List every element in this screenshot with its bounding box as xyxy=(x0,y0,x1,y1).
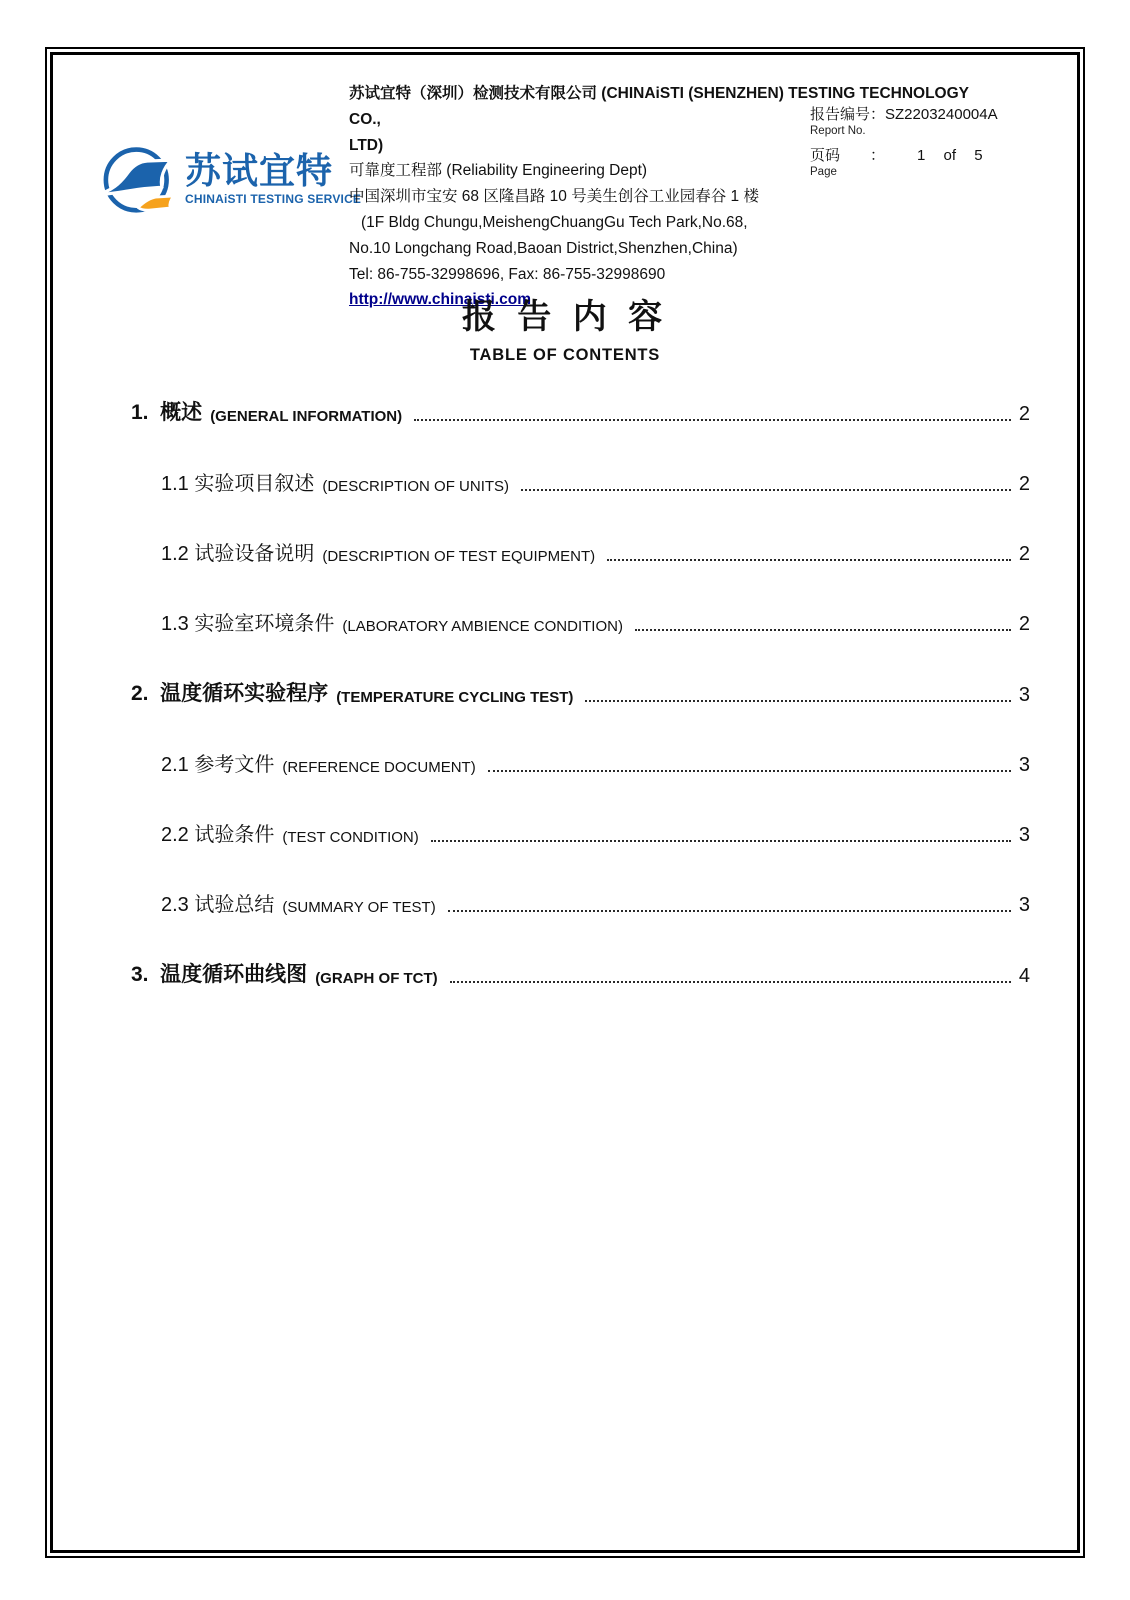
dot-leader xyxy=(521,489,1011,491)
title-en: TABLE OF CONTENTS xyxy=(469,346,661,364)
toc-item xyxy=(131,607,1030,636)
address-cn: 中国深圳市宝安 68 区隆昌路 10 号美生创谷工业园春谷 1 楼 xyxy=(349,188,759,206)
toc-item-label-cn: 3. 温度循环曲线图 xyxy=(131,963,308,986)
toc-item-page: 2 xyxy=(1018,543,1030,565)
page-value: 1 of 5 xyxy=(917,146,983,164)
company-logo xyxy=(93,139,361,219)
tel-fax-line: Tel: 86-755-32998696, Fax: 86-755-32998690 xyxy=(349,265,666,283)
report-no-label-en: Report No. xyxy=(810,125,866,137)
toc-item xyxy=(131,467,1030,496)
toc-item-page: 3 xyxy=(1018,824,1030,846)
toc-item-page: 2 xyxy=(1018,403,1030,425)
toc-item-label-en: (DESCRIPTION OF UNITS) xyxy=(322,478,510,495)
toc-item-label-en: (GRAPH OF TCT) xyxy=(315,970,438,987)
toc-item-label-en: (REFERENCE DOCUMENT) xyxy=(282,759,476,776)
logo-name-en: CHINAiSTI TESTING SERVICE xyxy=(185,192,362,206)
toc-item-label-cn: 2.2 试验条件 xyxy=(161,824,275,846)
toc-item-label-cn: 2.1 参考文件 xyxy=(161,754,275,776)
toc-item-label-en: (LABORATORY AMBIENCE CONDITION) xyxy=(342,618,623,635)
company-name-line1: 苏试宜特（深圳）检测技术有限公司 (CHINAiSTI (SHENZHEN) TESTING TECHNOLOGY CO., xyxy=(349,85,974,128)
toc-item xyxy=(131,958,1030,988)
title-cn: 报 告 内 容 xyxy=(461,298,669,336)
document-title xyxy=(53,289,1077,365)
toc-item-page: 2 xyxy=(1018,473,1030,495)
dot-leader xyxy=(488,770,1011,772)
toc-item-page: 2 xyxy=(1018,613,1030,635)
logo-name-cn: 苏试宜特 xyxy=(185,150,334,191)
toc-item-page: 3 xyxy=(1018,684,1030,706)
dot-leader xyxy=(448,910,1011,912)
dot-leader xyxy=(450,981,1011,983)
page-label-en: Page xyxy=(810,165,837,178)
report-info xyxy=(810,107,998,178)
toc-item-label-en: (TEMPERATURE CYCLING TEST) xyxy=(336,689,574,706)
page-content xyxy=(50,52,1080,1553)
report-no-label: 报告编号： xyxy=(810,106,886,123)
report-no-value: SZ2203240004A xyxy=(885,106,998,123)
toc-item-label-cn: 2.3 试验总结 xyxy=(161,894,275,916)
toc-item-page: 3 xyxy=(1018,894,1030,916)
toc-item-label-cn: 1.3 实验室环境条件 xyxy=(161,613,335,635)
toc-item-label-cn: 2. 温度循环实验程序 xyxy=(131,682,329,705)
page-label: 页码 xyxy=(810,146,841,164)
department-line: 可靠度工程部 (Reliability Engineering Dept) xyxy=(349,162,648,180)
toc-item xyxy=(131,888,1030,917)
table-of-contents xyxy=(131,396,1030,1029)
toc-item-label-en: (TEST CONDITION) xyxy=(282,829,419,846)
toc-item xyxy=(131,396,1030,426)
toc-item-label-en: (SUMMARY OF TEST) xyxy=(282,899,436,916)
dot-leader xyxy=(635,629,1011,631)
dot-leader xyxy=(585,700,1010,702)
dot-leader xyxy=(607,559,1011,561)
toc-item-page: 3 xyxy=(1018,754,1030,776)
website-link[interactable]: http://www.chinaisti.com xyxy=(349,291,531,309)
address-en-line1: (1F Bldg Chungu,MeishengChuangGu Tech Park,No.68, xyxy=(361,213,748,231)
toc-item xyxy=(131,537,1030,566)
toc-item-page: 4 xyxy=(1018,965,1030,987)
dot-leader xyxy=(431,840,1011,842)
toc-item-label-en: (DESCRIPTION OF TEST EQUIPMENT) xyxy=(322,548,596,565)
toc-item-label-en: (GENERAL INFORMATION) xyxy=(210,408,403,425)
page-separator: ： xyxy=(870,146,886,164)
page-border xyxy=(45,47,1085,1558)
toc-item-label-cn: 1.2 试验设备说明 xyxy=(161,543,315,565)
address-en-line2: No.10 Longchang Road,Baoan District,Shenzhen,China) xyxy=(349,239,738,257)
toc-item xyxy=(131,748,1030,777)
toc-item xyxy=(131,677,1030,707)
toc-item-label-cn: 1.1 实验项目叙述 xyxy=(161,473,315,495)
toc-item-label-cn: 1. 概述 xyxy=(131,401,203,424)
logo-mark-icon xyxy=(93,139,185,219)
toc-item xyxy=(131,818,1030,847)
company-name-line2: LTD) xyxy=(349,136,384,154)
dot-leader xyxy=(414,419,1011,421)
